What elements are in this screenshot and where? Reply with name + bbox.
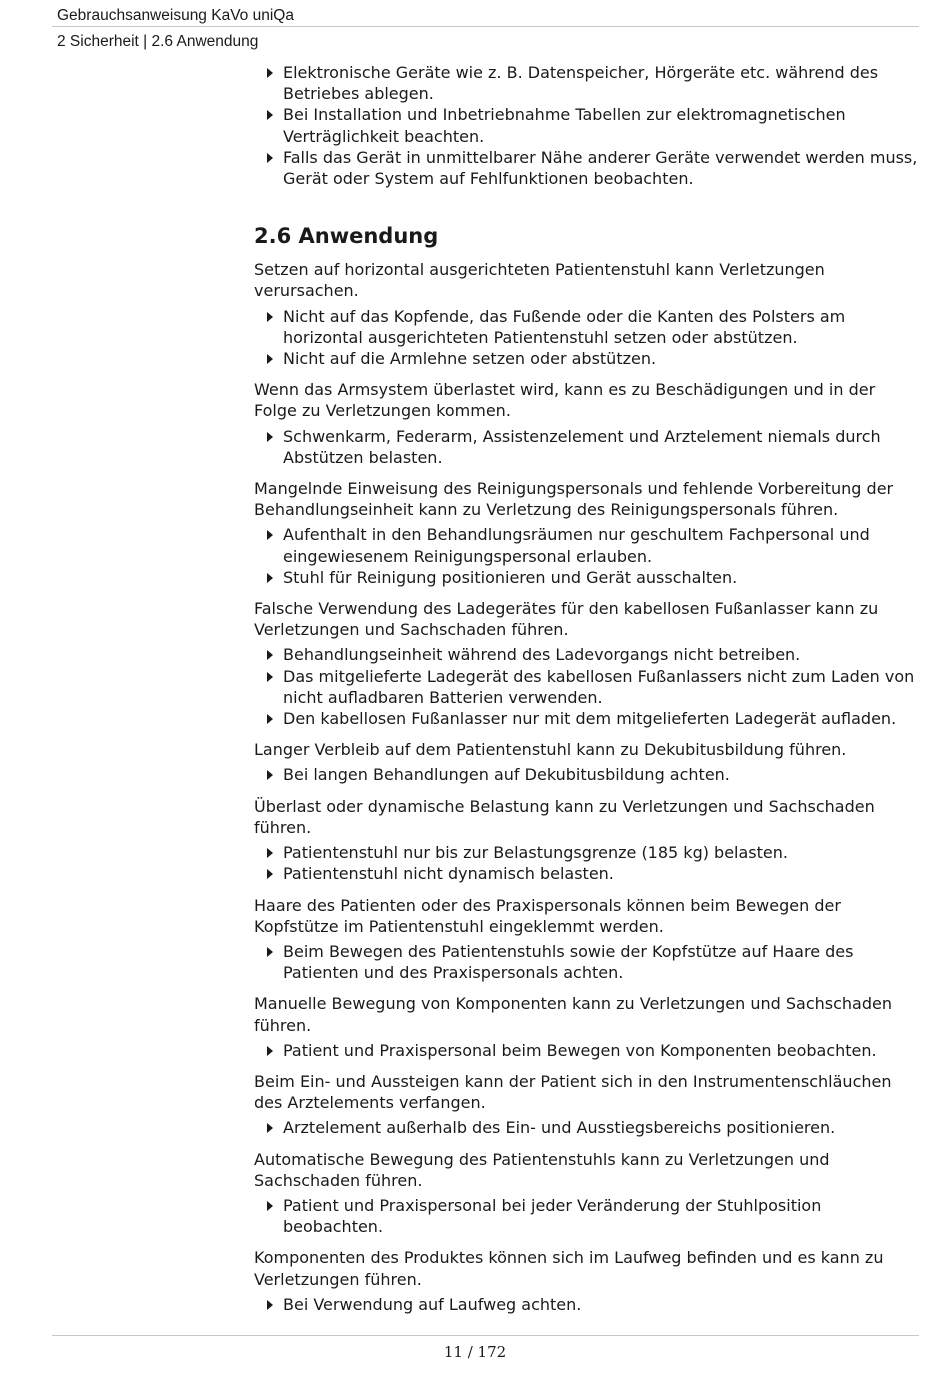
bullet-arrow-icon <box>267 573 273 583</box>
bullet-arrow-icon <box>267 1123 273 1133</box>
bullet-item <box>254 104 920 146</box>
bullet-arrow-icon <box>267 848 273 858</box>
page-content <box>254 62 920 1325</box>
bullet-item <box>254 567 920 588</box>
bullet-item <box>254 62 920 104</box>
intro-bullet-list <box>254 62 920 189</box>
header-divider <box>52 26 919 27</box>
warning-text: Automatische Bewegung des Patientenstuhls kann zu Verletzungen und Sachschaden führen. <box>254 1149 830 1190</box>
bullet-arrow-icon <box>267 770 273 780</box>
bullet-item <box>254 1117 920 1138</box>
instruction-list <box>254 1195 920 1237</box>
bullet-item <box>254 1040 920 1061</box>
bullet-text: Bei langen Behandlungen auf Dekubitusbildung achten. <box>283 765 730 785</box>
bullet-arrow-icon <box>267 530 273 540</box>
bullet-text: Patientenstuhl nicht dynamisch belasten. <box>283 864 614 884</box>
bullet-item <box>254 842 920 863</box>
warning-block <box>254 379 920 468</box>
bullet-text: Elektronische Geräte wie z. B. Datenspeicher, Hörgeräte etc. während des Betriebes ablegen. <box>283 63 879 104</box>
warning-block <box>254 1071 920 1139</box>
bullet-text: Nicht auf das Kopfende, das Fußende oder die Kanten des Polsters am horizontal ausgerichteten Patientenstuhl setzen oder abstützen. <box>283 306 846 347</box>
bullet-text: Stuhl für Reinigung positionieren und Gerät ausschalten. <box>283 567 738 587</box>
warning-text: Manuelle Bewegung von Komponenten kann zu Verletzungen und Sachschaden führen. <box>254 994 892 1035</box>
bullet-text: Nicht auf die Armlehne setzen oder abstützen. <box>283 349 657 369</box>
bullet-item <box>254 1195 920 1237</box>
instruction-list <box>254 524 920 588</box>
bullet-arrow-icon <box>267 1201 273 1211</box>
bullet-text: Schwenkarm, Federarm, Assistenzelement und Arztelement niemals durch Abstützen belasten. <box>283 426 881 467</box>
bullet-arrow-icon <box>267 650 273 660</box>
bullet-text: Arztelement außerhalb des Ein- und Ausstiegsbereichs positionieren. <box>283 1118 836 1138</box>
bullet-arrow-icon <box>267 672 273 682</box>
instruction-list <box>254 1117 920 1138</box>
bullet-arrow-icon <box>267 312 273 322</box>
bullet-item <box>254 764 920 785</box>
bullet-item <box>254 147 920 189</box>
instruction-list <box>254 941 920 983</box>
page-number: 11 / 172 <box>443 1343 507 1361</box>
bullet-text: Beim Bewegen des Patientenstuhls sowie der Kopfstütze auf Haare des Patienten und des Praxispersonals achten. <box>283 941 854 983</box>
warning-block <box>254 1247 920 1315</box>
bullet-arrow-icon <box>267 68 273 78</box>
bullet-item <box>254 306 920 348</box>
bullet-item <box>254 941 920 983</box>
warning-block <box>254 895 920 984</box>
bullet-text: Aufenthalt in den Behandlungsräumen nur geschultem Fachpersonal und eingewiesenem Reinigungspersonal erlauben. <box>283 525 870 566</box>
bullet-item <box>254 426 920 468</box>
warning-text: Langer Verbleib auf dem Patientenstuhl kann zu Dekubitusbildung führen. <box>254 740 847 760</box>
bullet-text: Patientenstuhl nur bis zur Belastungsgrenze (185 kg) belasten. <box>283 843 788 863</box>
instruction-list <box>254 1040 920 1061</box>
bullet-text: Patient und Praxispersonal beim Bewegen von Komponenten beobachten. <box>283 1040 877 1060</box>
bullet-text: Den kabellosen Fußanlasser nur mit dem mitgelieferten Ladegerät aufladen. <box>283 709 897 729</box>
warning-text: Wenn das Armsystem überlastet wird, kann es zu Beschädigungen und in der Folge zu Verletzungen kommen. <box>254 380 876 421</box>
warning-block <box>254 478 920 588</box>
breadcrumb: 2 Sicherheit | 2.6 Anwendung <box>57 33 259 50</box>
bullet-item <box>254 524 920 566</box>
section-title: 2.6 Anwendung <box>254 224 439 249</box>
warning-text: Überlast oder dynamische Belastung kann zu Verletzungen und Sachschaden führen. <box>254 796 875 837</box>
bullet-arrow-icon <box>267 1046 273 1056</box>
warning-text: Mangelnde Einweisung des Reinigungspersonals und fehlende Vorbereitung der Behandlungseinheit kann zu Verletzung des Reinigungspersonals führen. <box>254 479 894 520</box>
warning-block <box>254 796 920 885</box>
warning-block <box>254 259 920 369</box>
warning-text: Haare des Patienten oder des Praxispersonals können beim Bewegen der Kopfstütze im Patientenstuhl eingeklemmt werden. <box>254 895 841 936</box>
bullet-text: Falls das Gerät in unmittelbarer Nähe anderer Geräte verwendet werden muss, Gerät oder System auf Fehlfunktionen beobachten. <box>283 147 918 189</box>
bullet-text: Behandlungseinheit während des Ladevorgangs nicht betreiben. <box>283 645 801 665</box>
bullet-arrow-icon <box>267 947 273 957</box>
bullet-arrow-icon <box>267 1300 273 1310</box>
bullet-item <box>254 863 920 884</box>
warning-text: Beim Ein- und Aussteigen kann der Patient sich in den Instrumentenschläuchen des Arztelements verfangen. <box>254 1071 892 1113</box>
warning-block <box>254 739 920 785</box>
warning-text: Setzen auf horizontal ausgerichteten Patientenstuhl kann Verletzungen verursachen. <box>254 260 825 301</box>
document-title: Gebrauchsanweisung KaVo uniQa <box>57 7 294 24</box>
bullet-item <box>254 708 920 729</box>
instruction-list <box>254 306 920 370</box>
bullet-text: Patient und Praxispersonal bei jeder Veränderung der Stuhlposition beobachten. <box>283 1195 822 1237</box>
bullet-item <box>254 644 920 665</box>
bullet-arrow-icon <box>267 869 273 879</box>
warning-block <box>254 993 920 1061</box>
instruction-list <box>254 764 920 785</box>
instruction-list <box>254 1294 920 1315</box>
bullet-arrow-icon <box>267 714 273 724</box>
bullet-arrow-icon <box>267 110 273 120</box>
bullet-item <box>254 348 920 369</box>
bullet-arrow-icon <box>267 153 273 163</box>
warning-text: Falsche Verwendung des Ladegerätes für den kabellosen Fußanlasser kann zu Verletzungen und Sachschaden führen. <box>254 599 879 640</box>
bullet-text: Bei Verwendung auf Laufweg achten. <box>283 1294 582 1314</box>
warning-block <box>254 598 920 729</box>
bullet-item <box>254 1294 920 1315</box>
bullet-item <box>254 666 920 708</box>
section-body <box>254 259 920 1315</box>
instruction-list <box>254 426 920 468</box>
bullet-text: Bei Installation und Inbetriebnahme Tabellen zur elektromagnetischen Verträglichkeit beachten. <box>283 105 846 146</box>
bullet-arrow-icon <box>267 432 273 442</box>
instruction-list <box>254 842 920 884</box>
instruction-list <box>254 644 920 729</box>
footer-divider <box>52 1335 919 1336</box>
bullet-arrow-icon <box>267 354 273 364</box>
warning-text: Komponenten des Produktes können sich im Laufweg befinden und es kann zu Verletzungen führen. <box>254 1248 884 1289</box>
warning-block <box>254 1149 920 1238</box>
bullet-text: Das mitgelieferte Ladegerät des kabellosen Fußanlassers nicht zum Laden von nicht aufladbaren Batterien verwenden. <box>283 666 915 707</box>
